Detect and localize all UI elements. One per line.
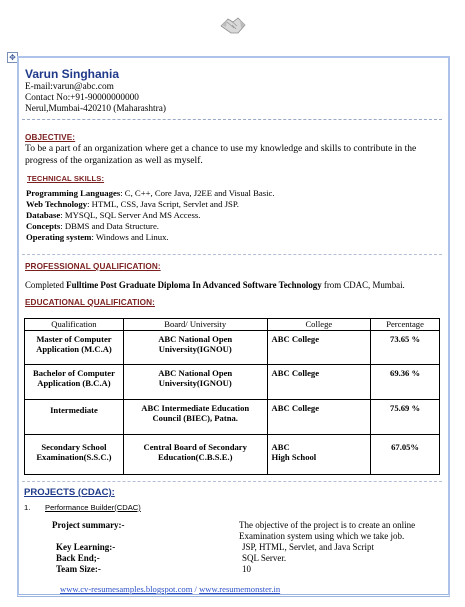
college-cell xyxy=(267,365,371,400)
skill-text: : Windows and Linux. xyxy=(91,232,169,242)
back-end-value: SQL Server. xyxy=(242,553,287,563)
table-row xyxy=(25,365,440,400)
key-learning-value: JSP, HTML, Servlet, and Java Script xyxy=(242,542,374,552)
skill-text: : DBMS and Data Structure. xyxy=(60,221,159,231)
table-row xyxy=(25,331,440,365)
section-divider xyxy=(22,254,442,255)
project-name: Performance Builder xyxy=(45,503,115,512)
skill-line xyxy=(26,199,239,210)
college-cell xyxy=(267,331,371,365)
skill-label: Database xyxy=(26,210,61,220)
cell-line: Bachelor of Computer xyxy=(32,368,115,378)
table-row xyxy=(25,400,440,435)
footer-links xyxy=(60,584,280,594)
percentage-cell: 67.05% xyxy=(371,435,440,475)
move-handle-icon[interactable]: ✥ xyxy=(7,52,18,63)
column-header: Qualification xyxy=(25,319,124,331)
email-line: E-mail:varun@abc.com xyxy=(25,82,114,92)
skill-label: Concepts xyxy=(26,221,61,231)
skill-text: : C, C++, Core Java, J2EE and Visual Basic. xyxy=(120,188,275,198)
percentage-cell: 73.65 % xyxy=(371,331,440,365)
cell-line: University(IGNOU) xyxy=(158,344,232,354)
skill-label: Web Technology xyxy=(26,199,88,209)
pq-prefix: Completed xyxy=(25,280,67,290)
skill-line xyxy=(26,188,275,199)
skill-text: : HTML, CSS, Java Script, Servlet and JSP. xyxy=(87,199,239,209)
professional-qualification-text xyxy=(25,280,405,292)
table-header-row xyxy=(25,319,440,331)
key-learning-label: Key Learning:- xyxy=(56,542,116,552)
team-size-value: 10 xyxy=(242,564,251,574)
cell-line: ABC Intermediate Education xyxy=(141,403,250,413)
footer-link-site[interactable]: www.resumemonster.in xyxy=(199,584,281,594)
skill-line xyxy=(26,232,169,243)
cell-line: Application (B.C.A) xyxy=(37,378,111,388)
cell-line: High School xyxy=(271,452,317,462)
cell-line: Council (BIEC), Patna. xyxy=(152,413,238,423)
cell-line: ABC College xyxy=(271,368,320,378)
phone-line: Contact No:+91-90000000000 xyxy=(25,93,139,103)
skill-label: Programming Languages xyxy=(26,188,121,198)
cell-line: University(IGNOU) xyxy=(158,378,232,388)
qualification-cell xyxy=(25,331,124,365)
percentage-cell: 69.36 % xyxy=(371,365,440,400)
skill-line xyxy=(26,210,200,221)
project-summary-line-2: Examination system using which we take job. xyxy=(239,531,405,541)
technical-skills-heading: TECHNICAL SKILLS: xyxy=(27,174,105,183)
project-org: (CDAC) xyxy=(114,503,141,512)
address-line: Nerul,Mumbai-420210 (Maharashtra) xyxy=(25,104,166,114)
project-summary-line-1: The objective of the project is to create an online xyxy=(239,520,416,530)
project-summary-label: Project summary:- xyxy=(52,520,125,530)
header-divider xyxy=(22,119,442,120)
project-item xyxy=(24,503,141,512)
back-end-label: Back End;- xyxy=(56,553,100,563)
qualification-cell xyxy=(25,400,124,435)
board-cell xyxy=(123,435,267,475)
cell-line: ABC xyxy=(271,442,290,452)
objective-line-2: progress of the organization as well as myself. xyxy=(25,155,203,166)
qualification-cell xyxy=(25,365,124,400)
cell-line: ABC College xyxy=(271,403,320,413)
cell-line: Application (M.C.A) xyxy=(36,344,112,354)
team-size-label: Team Size:- xyxy=(56,564,101,574)
column-header: Board/ University xyxy=(123,319,267,331)
professional-qualification-heading: PROFESSIONAL QUALIFICATION: xyxy=(25,262,161,271)
cell-line: ABC National Open xyxy=(158,368,233,378)
project-number: 1. xyxy=(24,503,31,512)
percentage-cell: 75.69 % xyxy=(371,400,440,435)
footer-separator: / xyxy=(192,584,200,594)
pq-suffix: from CDAC, Mumbai. xyxy=(321,280,405,290)
board-cell xyxy=(123,331,267,365)
objective-heading: OBJECTIVE: xyxy=(25,133,76,142)
pq-course: Fulltime Post Graduate Diploma In Advanced Software Technology xyxy=(66,280,322,290)
cell-line: Intermediate xyxy=(50,405,98,415)
section-divider xyxy=(22,481,442,482)
cell-line: Education(C.B.S.E.) xyxy=(157,452,233,462)
table-row xyxy=(25,435,440,475)
cell-line: ABC College xyxy=(271,334,320,344)
cell-line: Central Board of Secondary xyxy=(143,442,247,452)
board-cell xyxy=(123,400,267,435)
qualification-cell xyxy=(25,435,124,475)
projects-heading: PROJECTS (CDAC): xyxy=(24,487,115,498)
cell-line: Secondary School xyxy=(41,442,107,452)
skill-text: : MYSQL, SQL Server And MS Access. xyxy=(60,210,201,220)
cell-line: Master of Computer xyxy=(36,334,112,344)
column-header: Percentage xyxy=(371,319,440,331)
college-cell xyxy=(267,400,371,435)
candidate-name: Varun Singhania xyxy=(25,67,120,81)
skill-label: Operating system xyxy=(26,232,92,242)
cell-line: Examination(S.S.C.) xyxy=(36,452,112,462)
educational-qualification-heading: EDUCATIONAL QUALIFICATION: xyxy=(25,298,155,307)
education-table xyxy=(24,318,440,475)
college-cell xyxy=(267,435,371,475)
handshake-logo xyxy=(218,6,248,40)
column-header: College xyxy=(267,319,371,331)
cell-line: ABC National Open xyxy=(158,334,233,344)
objective-line-1: To be a part of an organization where get a chance to use my knowledge and skills to contribute in the xyxy=(25,143,417,154)
board-cell xyxy=(123,365,267,400)
skill-line xyxy=(26,221,159,232)
footer-link-blog[interactable]: www.cv-resumesamples.blogspot.com xyxy=(60,584,193,594)
